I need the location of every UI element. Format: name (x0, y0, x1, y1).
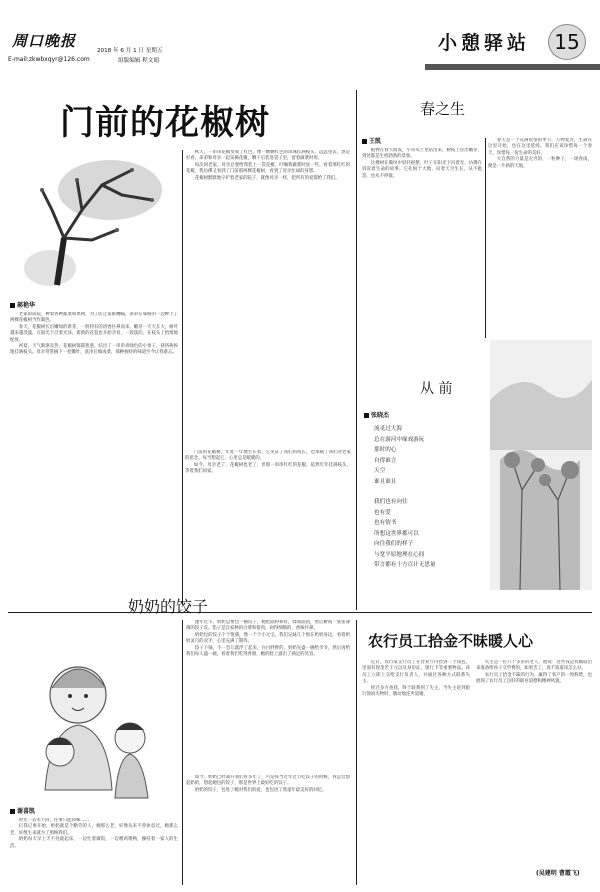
paragraph: 这棵树在微风中轻轻摇摆，叶子在阳光下闪着光，仿佛在诉说着生命的故事。它扎根于大地，向着天空生长，从不抱怨，也从不停歇。 (362, 160, 482, 179)
paragraph: 如今，母亲老了，花椒树也老了，但那一串串红红的花椒，依然年年挂满枝头，等着我们回家。 (185, 462, 351, 475)
poem-line: 谁且谁且 (374, 478, 397, 485)
article3-body-col1 (10, 818, 178, 888)
poem-line: 我们也有向往 (374, 499, 408, 505)
article2-author: 王凯 (362, 136, 381, 145)
paragraph: 奶奶包的饺子个个饱满，像一个个小元宝。我们兄妹几个围在奶奶身边，看着奶奶灵巧的双手，心里充满了期待。 (186, 632, 350, 645)
page-number-badge (548, 24, 586, 60)
paragraph: 失主是一位六十多岁的老人，他说：这些钱是我刚取出来准备给孙子交学费的，如果丢了，真不知道该怎么办。 (476, 660, 592, 672)
poem-line: 那时的心 (374, 447, 397, 453)
paragraph: 奶奶的饺子，包进了她对我们的爱，也包进了我童年最美好的回忆。 (194, 787, 327, 793)
section-divider (8, 612, 592, 613)
paragraph: 春天是一个充满希望的季节，万物复苏，生命在这里开始，也在这里延续。我们应该珍惜每一个春天，珍惜每一份生命的美好。 (488, 138, 592, 156)
poem-line: 带言都有十方百计无思量 (374, 562, 436, 568)
grandma-illustration (30, 650, 160, 800)
article-title-1: 门前的花椒树 (60, 103, 270, 143)
paragraph: 初夏，天气渐渐炎热，花椒树郁郁葱葱，结出了一串串青绿色的小果子，挤挤挨挨地挂满枝头。母亲常常摘下一把嫩叶，洗净后做成菜，那种独特的味道至今让我难忘。 (10, 344, 178, 356)
paragraph: 农行员工拾金不昧的行为，赢得了客户的一致称赞，也展现了农行员工良好的职业道德和精神风貌。 (476, 672, 592, 685)
paragraph: 门前的花椒树，年复一年地生长着，它见证了我们的成长，也承载了我们对老家的思念。每当想起它，心里总是暖暖的。 (185, 450, 351, 462)
paragraph: 打我记事开始，奶奶就是个勤劳的人，她那么老，好像从来不曾休息过，她那么老，好像生来就为了照顾我们。 (10, 824, 178, 836)
painting-image (490, 340, 592, 590)
poem-line: 也有爱 (374, 509, 391, 516)
paragraph: 如今，奶奶已经离开我们好多年了，可是每当过年过节吃饺子的时候，我总会想起奶奶，想起她包的饺子，那是世界上最好吃的饺子。 (186, 775, 350, 787)
poem-line (374, 487, 486, 497)
page-number: 15 (554, 30, 580, 54)
poem-line: 总在游河中缘戏游玩 (374, 436, 425, 443)
masthead (0, 0, 600, 68)
column-divider (356, 620, 357, 885)
masthead-divider (425, 64, 600, 70)
paragraph: 逢年过节，奶奶总要包一顿饺子。她把面粉和好，揉成面团，然后擀成一张张薄薄的饺子皮。馅子是自家种的白菜和猪肉，剁得细细的，香味扑鼻。 (186, 620, 350, 632)
poem-author: 张晓杰 (364, 410, 389, 419)
article1-body-col1 (10, 312, 178, 607)
poem-line: 向往我们的样子 (374, 541, 414, 547)
poem-line: 所想这世界都可以 (374, 530, 419, 537)
article3-body-col2 (186, 620, 350, 770)
column-divider (182, 150, 183, 605)
paragraph: 奶奶每天早上天不亮就起床，一边忙着做饭，一边喂鸡喂鸭，操持着一家人的生活。 (10, 837, 178, 849)
poem-line: 也有情书 (374, 520, 397, 526)
poem-line: 流觅过大海 (374, 426, 402, 432)
paragraph: 近日，农行某支行员工在营业厅内捡到一个钱包，里面有现金若干元以及身份证、银行卡等重要物品。该员工立即上交给支行负责人，并通过各种方式联系失主。 (362, 660, 470, 685)
article1-author: 郝艳华 (10, 300, 35, 309)
layout-editor: 组版编辑 程文娟 (118, 58, 159, 64)
article2-body-col1 (362, 148, 482, 358)
paragraph: 饺子下锅，不一会儿就浮了起来，白白胖胖的，奶奶先盛一碗给爷爷，然后再给我们每人盛一碗，看着我们吃得香甜，她的脸上露出了满足的笑容。 (186, 645, 350, 658)
paragraph: 大自然的力量是无穷的，一粒种子，一场春雨，便是一片新的天地。 (488, 157, 592, 169)
paragraph: 老家的前院，种着各种蔬菜和果树，为了防止家畜糟蹋，弟弟在靠路的一边种上了两棵花椒树当作篱笆。 (10, 312, 178, 324)
section-title: 小憩驿站 (438, 32, 531, 54)
issue-date: 2018 年 6 月 1 日 星期五 (97, 48, 163, 54)
paragraph: 植物在春天萌发，小草从土里钻出来，树枝上冒出嫩芽，到处都是生机勃勃的景象。 (362, 148, 482, 160)
column-divider (485, 138, 486, 338)
article2-body-col2 (488, 138, 592, 338)
article-title-2: 春之生 (420, 100, 466, 118)
article4-author-name: 吴建明 曹霞飞 (538, 870, 577, 877)
article-title-3: 奶奶的饺子 (128, 597, 209, 616)
article3-body-col3 (186, 775, 350, 885)
paragraph: 春天，花椒树长出嫩绿的新芽，一股特有的清香扑鼻而来。嫩芽一天天长大，树叶越来越茂盛，在阳光下泛着光泽，新新的花苞也开始孕育，一簇簇的，在枝头上悄悄地绽放。 (10, 324, 178, 343)
tree-illustration (22, 150, 172, 290)
newspaper-logo: 周口晚报 (12, 32, 77, 50)
paragraph: 经过多方查找，终于联系到了失主，当失主赶到银行领回失物时，激动地连声道谢。 (362, 685, 470, 698)
column-divider (356, 90, 357, 610)
article4-body-col1 (362, 660, 470, 880)
article3-author: 谢喜凯 (10, 806, 35, 815)
paragraph: 秋天，一串串花椒变成了红色，像一颗颗红色的珍珠挂满枝头，远远望去，煞是好看。弟弟和母亲一起采摘花椒，晒干后装进袋子里，留着做菜时用。 (186, 150, 350, 162)
poem-title: 从 前 (420, 381, 453, 397)
column-divider (182, 620, 183, 885)
email-text: E-mail:zkwbxqyr@126.com (8, 56, 90, 63)
article1-body-col3 (185, 450, 351, 590)
paragraph: 时光一去永不回，往事只能回味…… (18, 818, 90, 823)
paragraph: 花椒树默默地守护着老家的院子，就像母亲一样，把所有的爱都给了我们。 (194, 175, 340, 181)
poem-line: 与宽平原地理在心间 (374, 551, 425, 558)
article-title-4: 农行员工拾金不昧暖人心 (368, 632, 534, 650)
article4-body-col2 (476, 660, 592, 860)
article4-author: (吴建明 曹霞飞) (536, 870, 580, 877)
poem-line: 天空 (374, 468, 386, 474)
poem-line: 自得谁言 (374, 457, 397, 464)
paragraph: 每次回老家，母亲总要给我装上一袋花椒，叮嘱我做菜时放一些。看着那红红的花椒，我仿佛又看到了门前那两棵花椒树，看到了母亲忙碌的身影。 (186, 162, 350, 175)
poem-body (374, 424, 486, 571)
